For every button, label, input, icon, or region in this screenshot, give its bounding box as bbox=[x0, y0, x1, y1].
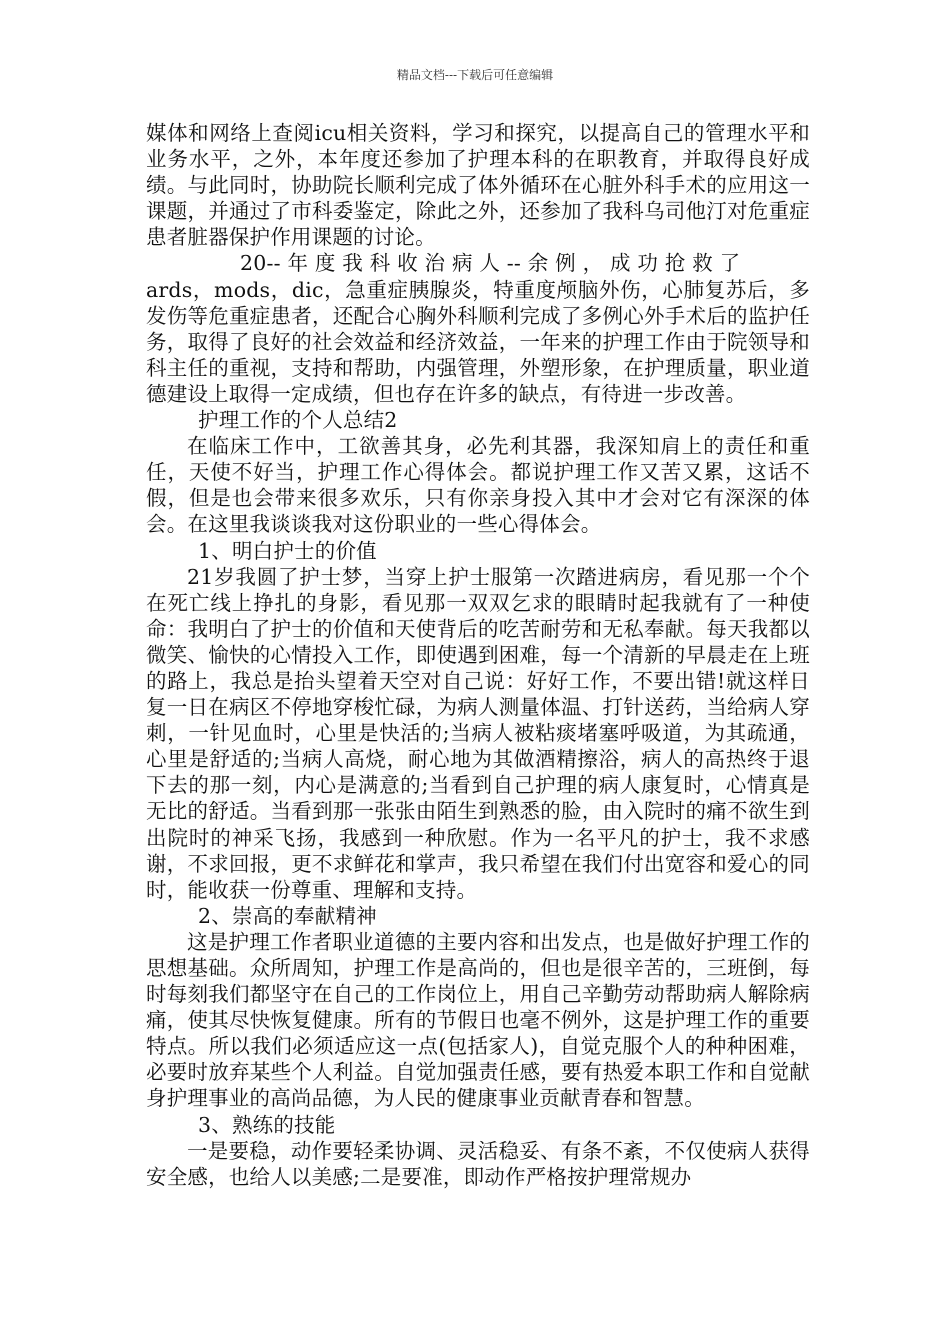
paragraph: 在临床工作中，工欲善其身，必先利其器，我深知肩上的责任和重任，天使不好当，护理工作心得体会。都说护理工作又苦又累，这话不假，但是也会带来很多欢乐，只有你亲身投入其中才会对它有深深的体会。在这里我谈谈我对这份职业的一些心得体会。 bbox=[146, 434, 810, 537]
page-header: 精品文档---下载后可任意编辑 bbox=[396, 68, 554, 82]
paragraph: 媒体和网络上查阅icu相关资料，学习和探究，以提高自己的管理水平和业务水平，之外，本年度还参加了护理本科的在职教育，并取得良好成绩。与此同时，协助院长顺利完成了体外循环在心脏外科手术的应用这一课题，并通过了市科委鉴定，除此之外，还参加了我科乌司他汀对危重症患者脏器保护作用课题的讨论。 bbox=[146, 121, 810, 250]
paragraph: 一是要稳，动作要轻柔协调、灵活稳妥、有条不紊，不仅使病人获得安全感，也给人以美感;二是要准，即动作严格按护理常规办 bbox=[146, 1138, 810, 1189]
section-heading: 2、崇高的奉献精神 bbox=[198, 903, 377, 928]
paragraph: 21岁我圆了护士梦，当穿上护士服第一次踏进病房，看见那一个个在死亡线上挣扎的身影，看见那一双双乞求的眼睛时起我就有了一种使命：我明白了护士的价值和天使背后的吃苦耐劳和无私奉献。每天我都以微笑、愉快的心情投入工作，即使遇到困难，每一个清新的早晨走在上班的路上，我总是抬头望着天空对自己说：好好工作，不要出错!就这样日复一日在病区不停地穿梭忙碌，为病人测量体温、打针送药，当给病人穿刺，一针见血时，心里是快活的;当病人被粘痰堵塞呼吸道，为其疏通，心里是舒适的;当病人高烧，耐心地为其做酒精擦浴，病人的高热终于退下去的那一刻，内心是满意的;当看到自己护理的病人康复时，心情真是无比的舒适。当看到那一张张由陌生到熟悉的脸，由入院时的痛不欲生到出院时的神采飞扬，我感到一种欣慰。作为一名平凡的护士，我不求感谢，不求回报，更不求鲜花和掌声，我只希望在我们付出宽容和爱心的同时，能收获一份尊重、理解和支持。 bbox=[146, 564, 810, 902]
section-heading: 1、明白护士的价值 bbox=[198, 538, 377, 563]
document-body bbox=[146, 120, 810, 1190]
section-title: 护理工作的个人总结2 bbox=[198, 408, 398, 433]
paragraph: 这是护理工作者职业道德的主要内容和出发点，也是做好护理工作的思想基础。众所周知，护理工作是高尚的，但也是很辛苦的，三班倒，每时每刻我们都坚守在自己的工作岗位上，用自己辛勤劳动帮助病人解除病痛，使其尽快恢复健康。所有的节假日也毫不例外，这是护理工作的重要特点。所以我们必须适应这一点(包括家人)，自觉克服个人的种种困难，必要时放弃某些个人利益。自觉加强责任感，要有热爱本职工作和自觉献身护理事业的高尚品德，为人民的健康事业贡献青春和智慧。 bbox=[146, 929, 810, 1111]
section-heading: 3、熟练的技能 bbox=[198, 1112, 336, 1137]
paragraph-first-line: 20-- 年 度 我 科 收 治 病 人 -- 余 例 ， 成 功 抢 救 了 bbox=[240, 251, 741, 276]
paragraph: ards，mods，dic，急重症胰腺炎，特重度颅脑外伤，心肺复苏后，多发伤等危重症患者，还配合心胸外科顺利完成了多例心外手术后的监护任务，取得了良好的社会效益和经济效益，一年来的护理工作由于院领导和科主任的重视，支持和帮助，内强管理，外塑形象，在护理质量，职业道德建设上取得一定成绩，但也存在许多的缺点，有待进一步改善。 bbox=[146, 277, 810, 406]
